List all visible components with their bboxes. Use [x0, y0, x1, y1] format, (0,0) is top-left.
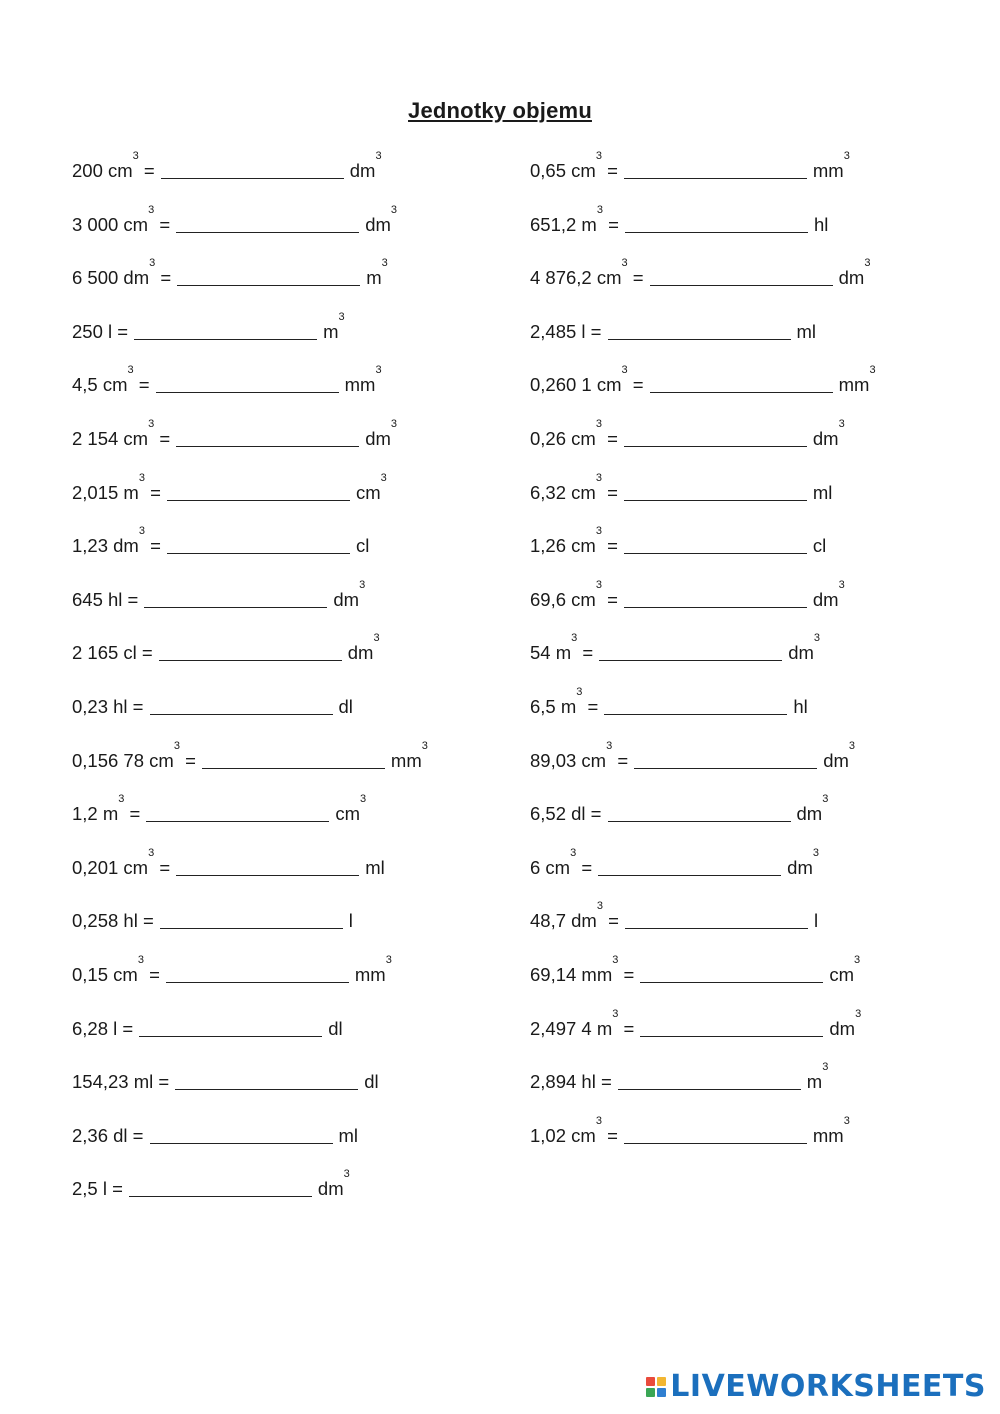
exercise-lhs: 645 hl = — [72, 588, 139, 610]
equals-sign: = — [601, 427, 618, 449]
answer-blank[interactable] — [176, 857, 359, 876]
exercise-row — [72, 908, 428, 962]
answer-blank[interactable] — [202, 750, 385, 769]
exercise-lhs: 2,497 4 m — [530, 1017, 613, 1039]
exercise-row: 0,260 1 cm $^3$ = mm $^3$ — [530, 372, 876, 426]
equals-sign: = — [618, 963, 635, 985]
equals-sign: = — [601, 481, 618, 503]
logo-tile — [657, 1377, 666, 1386]
answer-blank[interactable] — [608, 321, 791, 340]
target-unit: mm — [344, 374, 376, 396]
exercise-lhs: 0,260 1 cm — [530, 374, 622, 396]
answer-blank[interactable] — [598, 857, 781, 876]
target-unit: dm — [829, 1017, 856, 1039]
exercise-lhs: 0,258 hl = — [72, 910, 154, 932]
left-column — [72, 150, 428, 1230]
target-unit: dl — [364, 1071, 379, 1093]
exercise-lhs: 1,23 dm — [72, 535, 139, 557]
exercise-lhs: 6 500 dm — [72, 267, 150, 289]
equals-sign: = — [577, 642, 594, 664]
target-unit: dm — [787, 856, 813, 878]
target-unit: l — [813, 910, 819, 932]
equals-sign: = — [124, 803, 141, 825]
answer-blank[interactable] — [650, 267, 833, 286]
answer-blank[interactable] — [167, 482, 350, 501]
answer-blank[interactable] — [634, 750, 817, 769]
equals-sign: = — [154, 213, 171, 235]
exercise-row: 1,02 cm $^3$ = mm $^3$ — [530, 1123, 876, 1177]
exercise-row — [72, 1123, 428, 1177]
exercise-row: 2,015 m $^3$ = cm $^3$ — [72, 480, 428, 534]
answer-blank[interactable] — [156, 374, 339, 393]
target-unit: dm — [796, 803, 823, 825]
equals-sign: = — [601, 1124, 618, 1146]
equals-sign: = — [618, 1017, 635, 1039]
answer-blank[interactable] — [604, 696, 787, 715]
target-unit: hl — [793, 695, 808, 717]
answer-blank[interactable] — [161, 160, 344, 179]
target-unit: mm — [354, 963, 386, 985]
equals-sign: = — [601, 535, 618, 557]
target-unit: mm — [390, 749, 422, 771]
exercise-lhs: 2,015 m — [72, 481, 139, 503]
exercise-row: 2,894 hl = m $^3$ — [530, 1069, 876, 1123]
target-unit: dl — [338, 695, 353, 717]
exercise-row: 4 876,2 cm $^3$ = dm $^3$ — [530, 265, 876, 319]
answer-blank[interactable] — [144, 589, 327, 608]
exercise-lhs: 250 l = — [72, 320, 129, 342]
target-unit: ml — [812, 481, 833, 503]
exercise-lhs: 2 165 cl = — [72, 642, 153, 664]
exercise-row — [72, 1069, 428, 1123]
exercise-row — [72, 694, 428, 748]
exercise-row: 69,14 mm $^3$ = cm $^3$ — [530, 962, 876, 1016]
exercise-lhs: 6,32 cm — [530, 481, 596, 503]
target-unit: dm — [838, 267, 865, 289]
answer-blank[interactable] — [624, 160, 807, 179]
target-unit: dm — [788, 642, 814, 664]
exercise-row: 1,2 m $^3$ = cm $^3$ — [72, 801, 428, 855]
brand-text: LIVEWORKSHEETS — [670, 1369, 986, 1404]
page-title: Jednotky objemu — [408, 98, 592, 123]
answer-blank[interactable] — [166, 964, 349, 983]
equals-sign: = — [627, 267, 644, 289]
exercise-row: 54 m $^3$ = dm $^3$ — [530, 640, 876, 694]
equals-sign: = — [154, 427, 171, 449]
equals-sign: = — [582, 695, 599, 717]
exercise-lhs: 6,28 l = — [72, 1017, 134, 1039]
exercise-lhs: 1,2 m — [72, 803, 119, 825]
target-unit: dm — [317, 1178, 344, 1200]
answer-blank[interactable] — [167, 535, 350, 554]
target-unit: m — [806, 1071, 823, 1093]
equals-sign: = — [601, 588, 618, 610]
exercise-row: 645 hl = dm $^3$ — [72, 587, 428, 641]
target-unit: mm — [812, 1124, 844, 1146]
exercise-row: 6,32 cm $^3$ = ml — [530, 480, 876, 534]
answer-blank[interactable] — [176, 428, 359, 447]
exercise-lhs: 0,26 cm — [530, 427, 596, 449]
target-unit: hl — [813, 213, 829, 235]
equals-sign: = — [133, 374, 150, 396]
exercise-row: 2,497 4 m $^3$ = dm $^3$ — [530, 1016, 876, 1070]
answer-blank[interactable] — [129, 1178, 312, 1197]
exercise-lhs: 200 cm — [72, 160, 133, 181]
exercise-row: 3 000 cm $^3$ = dm $^3$ — [72, 212, 428, 266]
answer-blank[interactable] — [618, 1071, 801, 1090]
answer-blank[interactable] — [650, 374, 833, 393]
answer-blank[interactable] — [608, 803, 791, 822]
target-unit: cm — [335, 803, 361, 825]
liveworksheets-brand — [646, 1369, 986, 1404]
exercise-lhs: 2,894 hl = — [530, 1071, 612, 1093]
exercise-row: 6 500 dm $^3$ = m $^3$ — [72, 265, 428, 319]
target-unit: l — [348, 910, 353, 932]
exercise-lhs: 2,485 l = — [530, 320, 602, 342]
exercise-lhs: 4 876,2 cm — [530, 267, 622, 289]
exercise-lhs: 0,65 cm — [530, 160, 596, 181]
target-unit: dm — [365, 427, 391, 449]
exercise-lhs: 6,52 dl = — [530, 803, 602, 825]
target-unit: dm — [823, 749, 849, 771]
answer-blank[interactable] — [624, 589, 807, 608]
logo-tile — [646, 1377, 655, 1386]
exercise-row — [530, 319, 876, 373]
target-unit: dm — [349, 160, 376, 181]
answer-blank[interactable] — [625, 910, 808, 929]
equals-sign: = — [155, 267, 172, 289]
target-unit: dm — [333, 588, 360, 610]
exercise-row: 651,2 m $^3$ = hl — [530, 212, 876, 266]
answer-blank[interactable] — [159, 642, 342, 661]
exercise-lhs: 54 m — [530, 642, 572, 664]
target-unit: dm — [347, 642, 374, 664]
exercise-lhs: 69,14 mm — [530, 963, 613, 985]
exercise-lhs: 0,156 78 cm — [72, 749, 174, 771]
exercise-row: 0,15 cm $^3$ = mm $^3$ — [72, 962, 428, 1016]
exercise-row: 250 l = m $^3$ — [72, 319, 428, 373]
equals-sign: = — [144, 481, 161, 503]
exercise-lhs: 1,02 cm — [530, 1124, 596, 1146]
equals-sign: = — [143, 963, 160, 985]
exercise-row: 0,156 78 cm $^3$ = mm $^3$ — [72, 748, 428, 802]
exercise-row: 2 165 cl = dm $^3$ — [72, 640, 428, 694]
equals-sign: = — [612, 749, 629, 771]
exercise-row — [72, 1016, 428, 1070]
exercise-lhs: 2,36 dl = — [72, 1124, 144, 1146]
exercise-row: 0,26 cm $^3$ = dm $^3$ — [530, 426, 876, 480]
equals-sign: = — [576, 856, 593, 878]
right-column — [530, 150, 876, 1176]
exercise-lhs: 2,5 l = — [72, 1178, 123, 1200]
target-unit: cm — [355, 481, 381, 503]
liveworksheets-logo-icon — [646, 1377, 666, 1397]
equals-sign: = — [179, 749, 196, 771]
exercise-lhs: 6,5 m — [530, 695, 577, 717]
target-unit: cl — [355, 535, 370, 557]
exercise-row: 6,52 dl = dm $^3$ — [530, 801, 876, 855]
exercise-row: 1,26 cm $^3$ = cl — [530, 533, 876, 587]
exercise-row: 2 154 cm $^3$ = dm $^3$ — [72, 426, 428, 480]
exercise-row: 0,65 cm $^3$ = mm $^3$ — [530, 158, 876, 212]
answer-blank[interactable] — [139, 1018, 322, 1037]
exercise-lhs: 89,03 cm — [530, 749, 607, 771]
exercise-lhs: 3 000 cm — [72, 213, 149, 235]
exercise-row: 69,6 cm $^3$ = dm $^3$ — [530, 587, 876, 641]
exercise-row: 6,5 m $^3$ = hl — [530, 694, 876, 748]
equals-sign: = — [602, 910, 619, 932]
exercise-lhs: 0,201 cm — [72, 856, 149, 878]
answer-blank[interactable] — [640, 1018, 823, 1037]
target-unit: m — [323, 320, 339, 342]
answer-blank[interactable] — [150, 696, 333, 715]
answer-blank[interactable] — [177, 267, 360, 286]
exercise-lhs: 2 154 cm — [72, 427, 149, 449]
answer-blank[interactable] — [175, 1071, 358, 1090]
answer-blank[interactable] — [160, 910, 343, 929]
target-unit: mm — [838, 374, 870, 396]
target-unit: mm — [812, 160, 844, 181]
exercise-lhs: 0,15 cm — [72, 963, 138, 985]
equals-sign: = — [627, 374, 644, 396]
exercise-lhs: 1,26 cm — [530, 535, 596, 557]
target-unit: ml — [365, 856, 385, 878]
answer-blank[interactable] — [146, 803, 329, 822]
exercise-row: 2,5 l = dm $^3$ — [72, 1176, 428, 1230]
answer-blank[interactable] — [640, 964, 823, 983]
exercise-lhs: 4,5 cm — [72, 374, 128, 396]
exercise-lhs: 48,7 dm — [530, 910, 597, 932]
exercise-row: 0,201 cm $^3$ = ml — [72, 855, 428, 909]
equals-sign: = — [602, 213, 619, 235]
exercise-lhs: 0,23 hl = — [72, 695, 144, 717]
equals-sign: = — [138, 160, 155, 181]
answer-blank[interactable] — [624, 428, 807, 447]
answer-blank[interactable] — [624, 1125, 807, 1144]
answer-blank[interactable] — [624, 535, 807, 554]
exercise-lhs: 69,6 cm — [530, 588, 596, 610]
exercise-lhs: 154,23 ml = — [72, 1071, 170, 1093]
answer-blank[interactable] — [134, 321, 317, 340]
target-unit: cm — [829, 963, 855, 985]
answer-blank[interactable] — [150, 1125, 333, 1144]
answer-blank[interactable] — [625, 214, 808, 233]
logo-tile — [646, 1388, 655, 1397]
exercise-row: 1,23 dm $^3$ = cl — [72, 533, 428, 587]
exercise-row: 89,03 cm $^3$ = dm $^3$ — [530, 748, 876, 802]
equals-sign: = — [601, 160, 618, 181]
exercise-lhs: 6 cm — [530, 856, 571, 878]
exercise-row: 4,5 cm $^3$ = mm $^3$ — [72, 372, 428, 426]
answer-blank[interactable] — [599, 642, 782, 661]
exercise-row: 6 cm $^3$ = dm $^3$ — [530, 855, 876, 909]
exercise-row: 200 cm $^3$ = dm $^3$ — [72, 158, 428, 212]
equals-sign: = — [154, 856, 171, 878]
equals-sign: = — [144, 535, 161, 557]
logo-tile — [657, 1388, 666, 1397]
answer-blank[interactable] — [176, 214, 359, 233]
target-unit: dm — [812, 588, 839, 610]
target-unit: dm — [812, 427, 839, 449]
exercise-lhs: 651,2 m — [530, 213, 597, 235]
target-unit: dl — [328, 1017, 343, 1039]
exercise-row: 48,7 dm $^3$ = l — [530, 908, 876, 962]
answer-blank[interactable] — [624, 482, 807, 501]
target-unit: m — [366, 267, 382, 289]
target-unit: dm — [365, 213, 391, 235]
target-unit: cl — [812, 535, 827, 557]
target-unit: ml — [796, 320, 817, 342]
target-unit: ml — [338, 1124, 359, 1146]
